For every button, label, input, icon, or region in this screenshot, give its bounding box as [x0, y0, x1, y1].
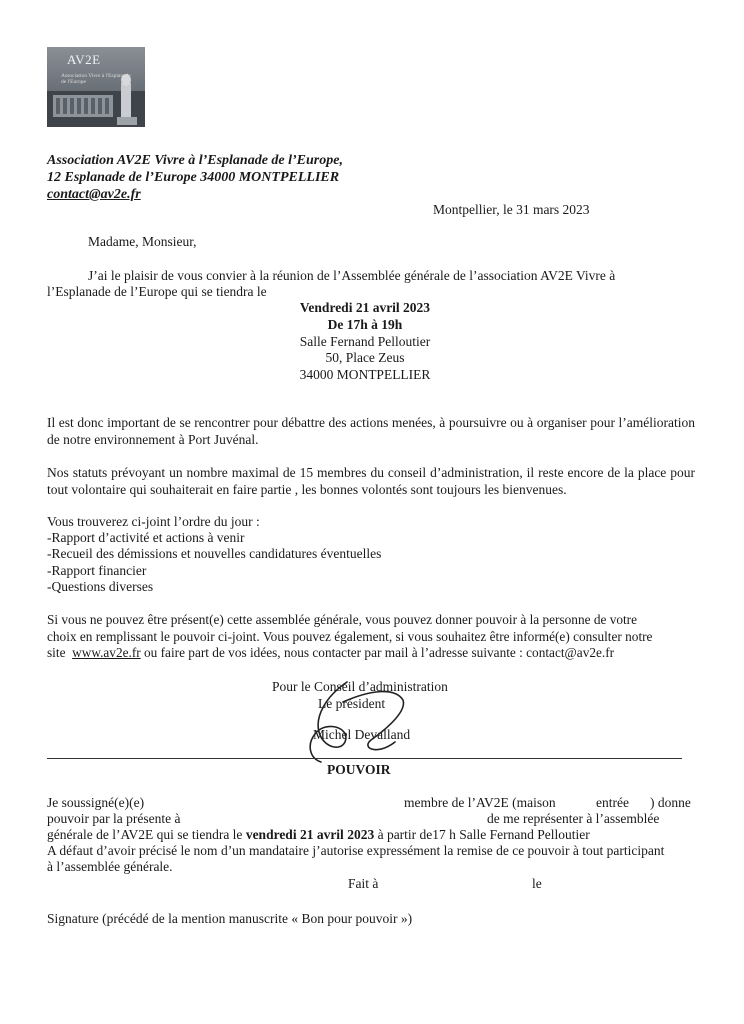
pouvoir-donne: ) donne — [650, 795, 691, 810]
pouvoir-date: vendredi 21 avril 2023 — [245, 827, 375, 842]
meeting-date: Vendredi 21 avril 2023 — [299, 300, 431, 315]
signature-council: Pour le Conseil d’administration — [272, 679, 448, 694]
site-suffix: ou faire part de vos idées, nous contacter par mail à l’adresse suivante : contact@av2e.fr — [140, 645, 615, 660]
meeting-address: 50, Place Zeus — [325, 350, 405, 365]
logo-subtitle: Association Vivre à l'Esplanade de l'Europe — [61, 73, 131, 85]
pouvoir-assemblee-line — [47, 827, 590, 843]
intro-line-2: l’Esplanade de l’Europe qui se tiendra le — [47, 284, 267, 299]
pouvoir-assemblee-generale: à l’assemblée générale. — [47, 859, 173, 874]
pouvoir-representer: de me représenter à l’assemblée — [487, 811, 660, 826]
site-prefix: site — [47, 645, 66, 660]
meeting-time: De 17h à 19h — [327, 317, 403, 332]
salutation: Madame, Monsieur, — [88, 234, 197, 249]
divider — [47, 758, 682, 759]
paragraph-pouvoir-line-2: choix en remplissant le pouvoir ci-joint. Vous pouvez également, si vous souhaitez être informé(e) consulter notre — [47, 629, 653, 644]
agenda-item: -Rapport financier — [47, 563, 147, 578]
signature-role: Le président — [318, 696, 386, 711]
pouvoir-undersigned: Je soussigné(e)(e) — [47, 795, 145, 810]
agenda-item: -Questions diverses — [47, 579, 154, 594]
paragraph-statuts: Nos statuts prévoyant un nombre maximal de 15 membres du conseil d’administration, il reste encore de la place pour tout volontaire qui souhaiterait en faire partie , les bonnes volontés sont toujours les bienvenues. — [47, 465, 695, 497]
pouvoir-par-la-presente: pouvoir par la présente à — [47, 811, 181, 826]
paragraph-importance: Il est donc important de se rencontrer pour débattre des actions menées, à poursuivre ou à organiser pour l’amélioration de notre environnement à Port Juvénal. — [47, 415, 695, 447]
pouvoir-title: POUVOIR — [327, 762, 391, 777]
org-name: Association AV2E Vivre à l’Esplanade de l’Europe, — [47, 153, 343, 168]
meeting-venue: Salle Fernand Pelloutier — [299, 334, 431, 349]
association-logo — [47, 47, 145, 127]
org-contact-link[interactable]: contact@av2e.fr — [47, 187, 141, 202]
org-address: 12 Esplanade de l’Europe 34000 MONTPELLIER — [47, 170, 340, 185]
agenda-item: -Recueil des démissions et nouvelles candidatures éventuelles — [47, 546, 382, 561]
pouvoir-defaut: A défaut d’avoir précisé le nom d’un mandataire j’autorise expressément la remise de ce pouvoir à tout participant — [47, 843, 665, 858]
pouvoir-entree: entrée — [596, 795, 629, 810]
intro-line-1: J’ai le plaisir de vous convier à la réunion de l’Assemblée générale de l’association AV2E Vivre à — [88, 268, 616, 283]
le-label: le — [532, 876, 542, 891]
agenda-intro: Vous trouverez ci-joint l’ordre du jour : — [47, 514, 260, 529]
pouvoir-time-venue: à partir de17 h Salle Fernand Pelloutier — [374, 827, 590, 842]
signature-label: Signature (précédé de la mention manuscrite « Bon pour pouvoir ») — [47, 911, 413, 926]
paragraph-pouvoir-line-1: Si vous ne pouvez être présent(e) cette assemblée générale, vous pouvez donner pouvoir à la personne de votre — [47, 612, 638, 627]
date-line: Montpellier, le 31 mars 2023 — [433, 202, 590, 217]
logo-title: AV2E — [67, 52, 101, 67]
website-link[interactable]: www.av2e.fr — [72, 645, 141, 660]
pouvoir-member: membre de l’AV2E (maison — [404, 795, 556, 810]
paragraph-pouvoir-line-3 — [47, 645, 614, 661]
signature-name: Michel Devalland — [313, 727, 411, 742]
agenda-item: -Rapport d’activité et actions à venir — [47, 530, 245, 545]
meeting-city: 34000 MONTPELLIER — [299, 367, 431, 382]
pouvoir-assemblee-text: générale de l’AV2E qui se tiendra le — [47, 827, 246, 842]
handwritten-signature-icon — [285, 672, 425, 772]
fait-a-label: Fait à — [348, 876, 379, 891]
